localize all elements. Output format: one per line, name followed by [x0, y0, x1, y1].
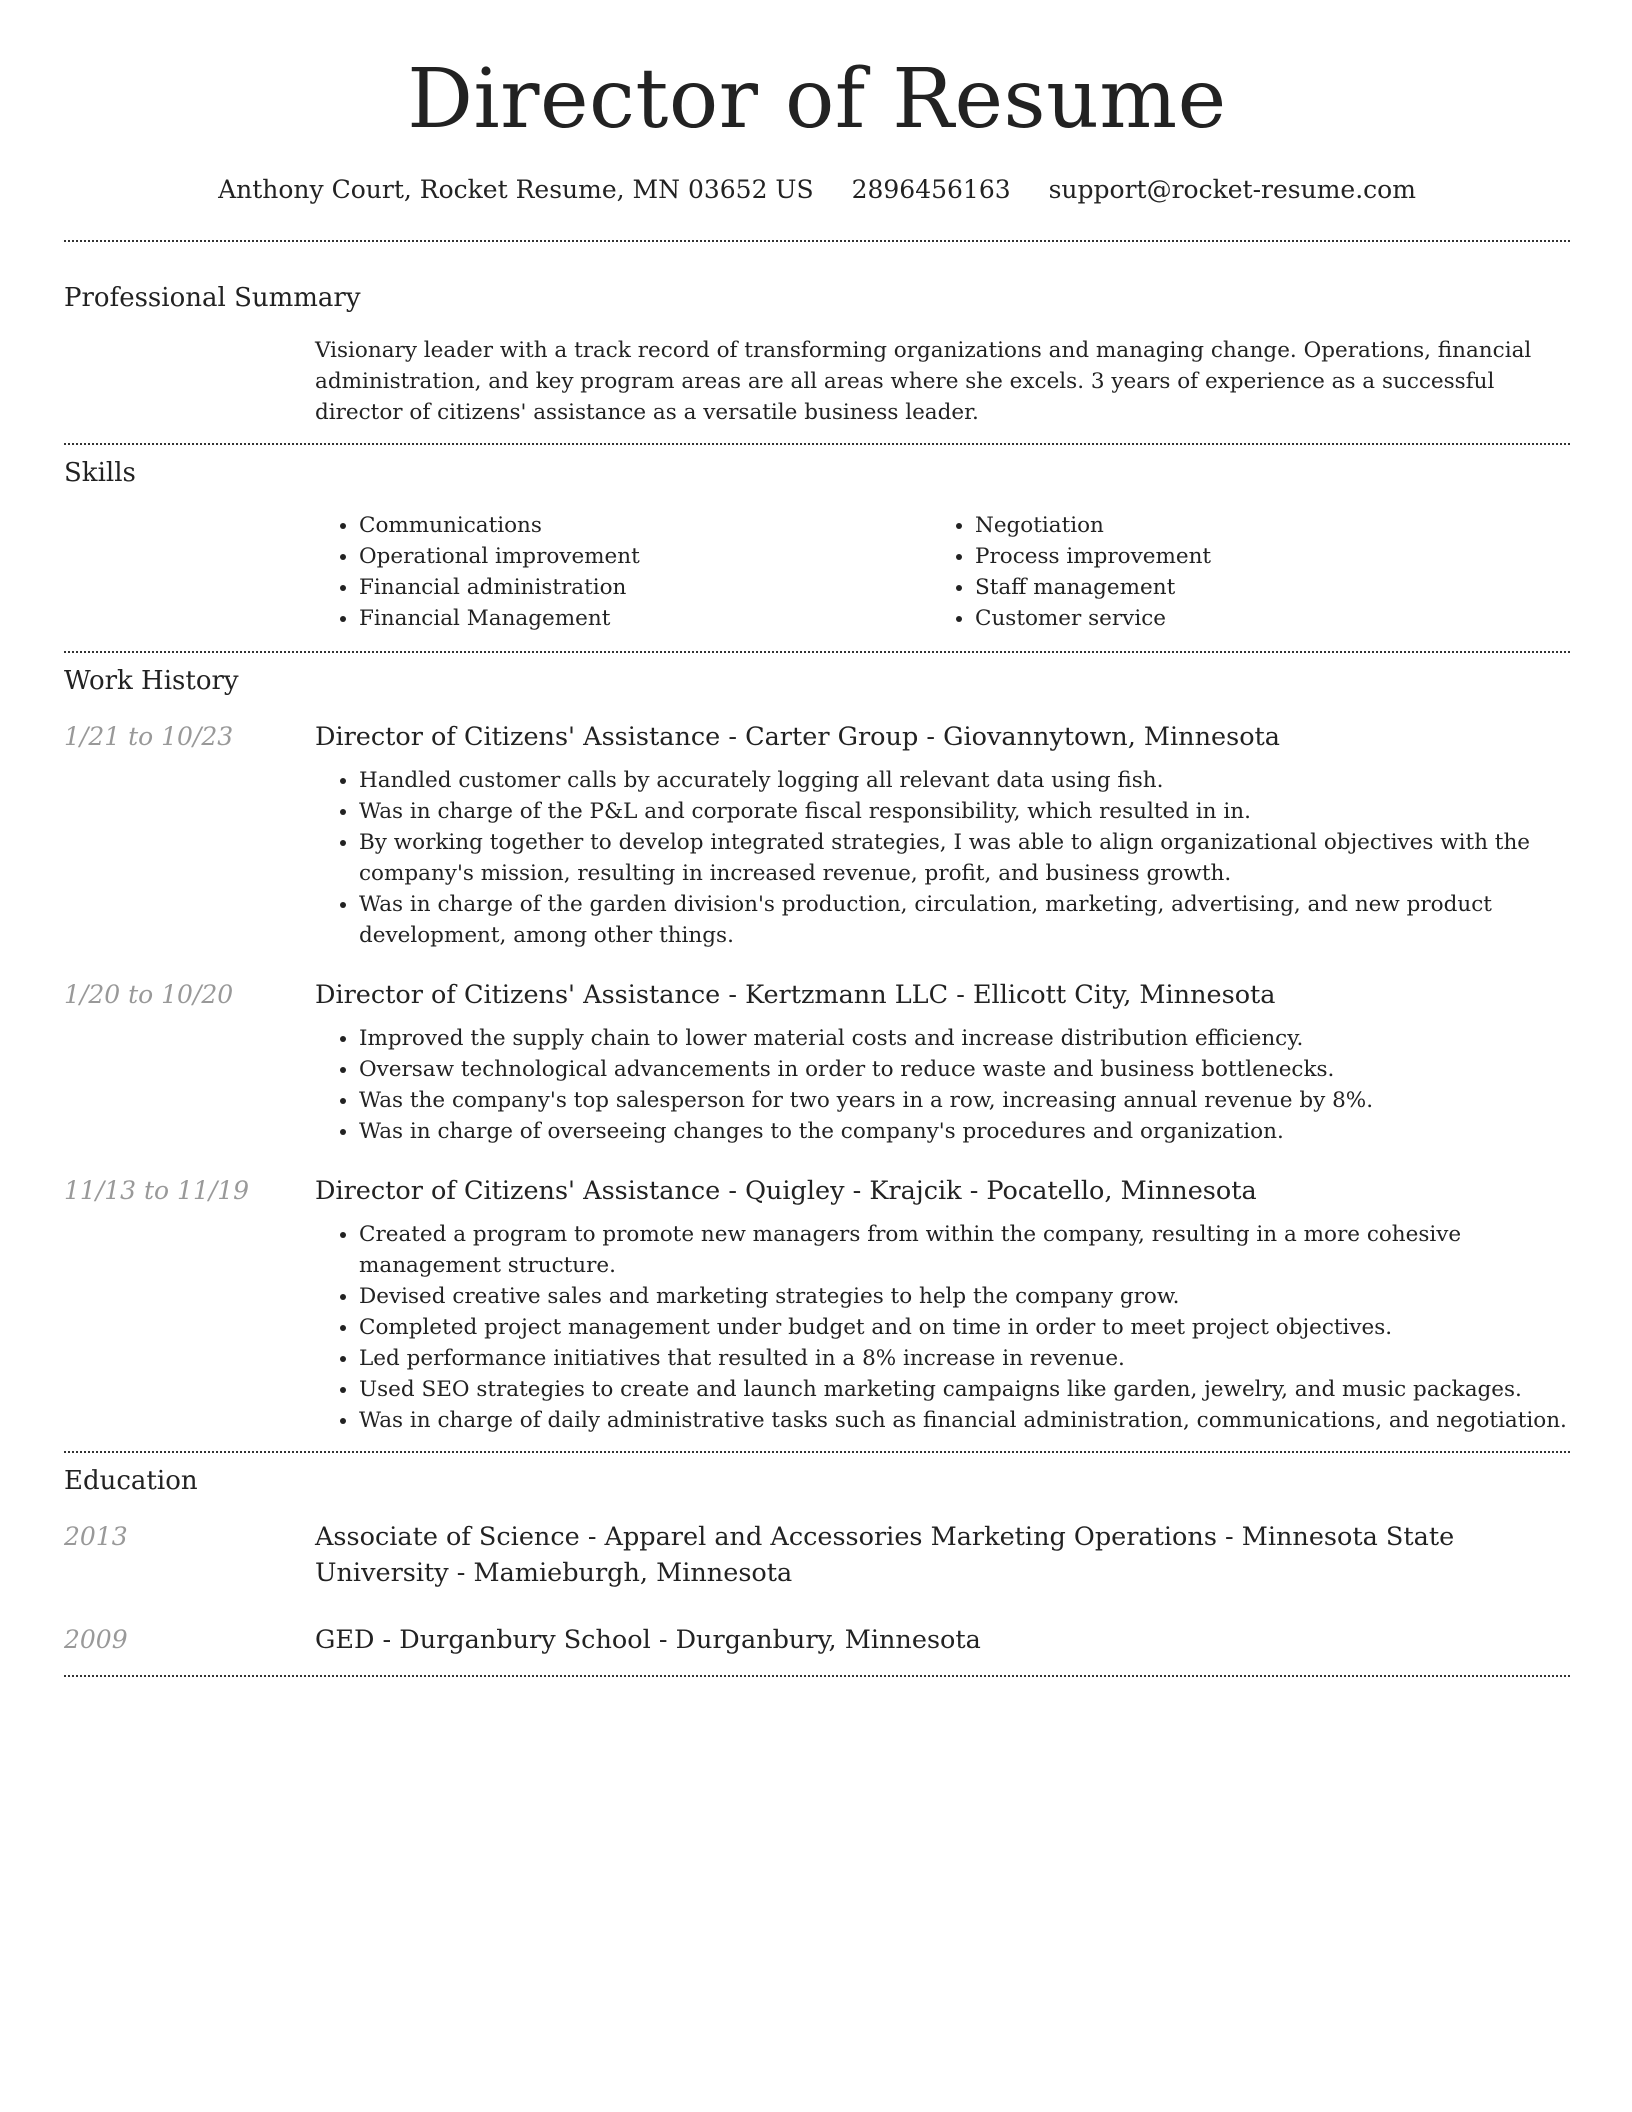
job-bullet: • Created a program to promote new managers from within the company, resulting in a more cohesive management structure. [359, 1219, 1570, 1281]
job-bullet: • Was in charge of the garden division's production, circulation, marketing, advertising, and new product development, among other things. [359, 889, 1570, 951]
education-text: Associate of Science - Apparel and Accessories Marketing Operations - Minnesota State University - Mamieburgh, Minnesota [315, 1522, 1455, 1588]
job-bullets [315, 1023, 1570, 1147]
skill-item: • Operational improvement [359, 541, 931, 572]
job-bullet: • Devised creative sales and marketing strategies to help the company grow. [359, 1281, 1570, 1312]
skill-item: • Financial administration [359, 572, 931, 603]
job-bullet: • Was in charge of daily administrative tasks such as financial administration, communications, and negotiation. [359, 1405, 1570, 1436]
job-bullet: • Oversaw technological advancements in order to reduce waste and business bottlenecks. [359, 1054, 1570, 1085]
job-title: Director of Citizens' Assistance - Carter Group - Giovannytown, Minnesota [315, 722, 1280, 752]
job-bullet: • Led performance initiatives that resulted in a 8% increase in revenue. [359, 1343, 1570, 1374]
skills-list-left [315, 510, 931, 634]
education-year: 2013 [64, 1522, 128, 1551]
resume-name: Director of Resume [407, 52, 1227, 147]
job-entry [64, 1173, 1570, 1436]
job-bullet: • Was in charge of the P&L and corporate fiscal responsibility, which resulted in in. [359, 796, 1570, 827]
contact-line [64, 174, 1570, 206]
education-entry [64, 1519, 1570, 1591]
skills-heading: Skills [64, 458, 136, 488]
skill-item: • Customer service [975, 603, 1545, 634]
job-bullet: • Improved the supply chain to lower material costs and increase distribution efficiency. [359, 1023, 1570, 1054]
job-dates: 11/13 to 11/19 [64, 1176, 250, 1205]
skills-spacer [64, 510, 315, 634]
summary-spacer [64, 335, 315, 428]
skill-item: • Financial Management [359, 603, 931, 634]
job-bullet: • By working together to develop integrated strategies, I was able to align organizational objectives with the company's mission, resulting in increased revenue, profit, and business growth. [359, 827, 1570, 889]
divider [64, 1451, 1570, 1453]
summary-heading: Professional Summary [64, 283, 361, 313]
summary-section [64, 282, 1570, 428]
job-title: Director of Citizens' Assistance - Kertzmann LLC - Ellicott City, Minnesota [315, 980, 1276, 1010]
contact-phone: 2896456163 [851, 175, 1011, 204]
job-bullet: • Used SEO strategies to create and launch marketing campaigns like garden, jewelry, and music packages. [359, 1374, 1570, 1405]
job-bullets [315, 1219, 1570, 1436]
contact-address: Anthony Court, Rocket Resume, MN 03652 US [218, 175, 814, 204]
skill-item: • Negotiation [975, 510, 1545, 541]
divider [64, 651, 1570, 653]
work-section [64, 665, 1570, 1436]
job-bullet: • Handled customer calls by accurately logging all relevant data using fish. [359, 765, 1570, 796]
summary-text: Visionary leader with a track record of transforming organizations and managing change. Operations, financial administration, and key program areas are all areas where she excels. 3 years of experience as a successful director of citizens' assistance as a versatile business leader. [315, 338, 1532, 425]
education-heading: Education [64, 1466, 198, 1496]
education-entry [64, 1622, 1570, 1658]
job-bullets [315, 765, 1570, 951]
job-dates: 1/20 to 10/20 [64, 980, 234, 1009]
education-text: GED - Durganbury School - Durganbury, Minnesota [315, 1625, 981, 1655]
job-entry [64, 719, 1570, 951]
job-dates: 1/21 to 10/23 [64, 722, 234, 751]
divider [64, 240, 1570, 242]
skill-item: • Process improvement [975, 541, 1545, 572]
contact-email[interactable]: support@rocket-resume.com [1048, 175, 1416, 204]
work-heading: Work History [64, 666, 239, 696]
job-bullet: • Was the company's top salesperson for two years in a row, increasing annual revenue by 8%. [359, 1085, 1570, 1116]
education-section [64, 1465, 1570, 1658]
job-entry [64, 977, 1570, 1147]
skill-item: • Communications [359, 510, 931, 541]
job-title: Director of Citizens' Assistance - Quigley - Krajcik - Pocatello, Minnesota [315, 1176, 1257, 1206]
job-bullet: • Completed project management under budget and on time in order to meet project objectives. [359, 1312, 1570, 1343]
divider [64, 1675, 1570, 1677]
education-year: 2009 [64, 1625, 128, 1654]
skills-list-right [931, 510, 1545, 634]
skills-section [64, 457, 1570, 634]
divider [64, 443, 1570, 445]
job-bullet: • Was in charge of overseeing changes to the company's procedures and organization. [359, 1116, 1570, 1147]
resume-page [64, 0, 1570, 1677]
skill-item: • Staff management [975, 572, 1545, 603]
